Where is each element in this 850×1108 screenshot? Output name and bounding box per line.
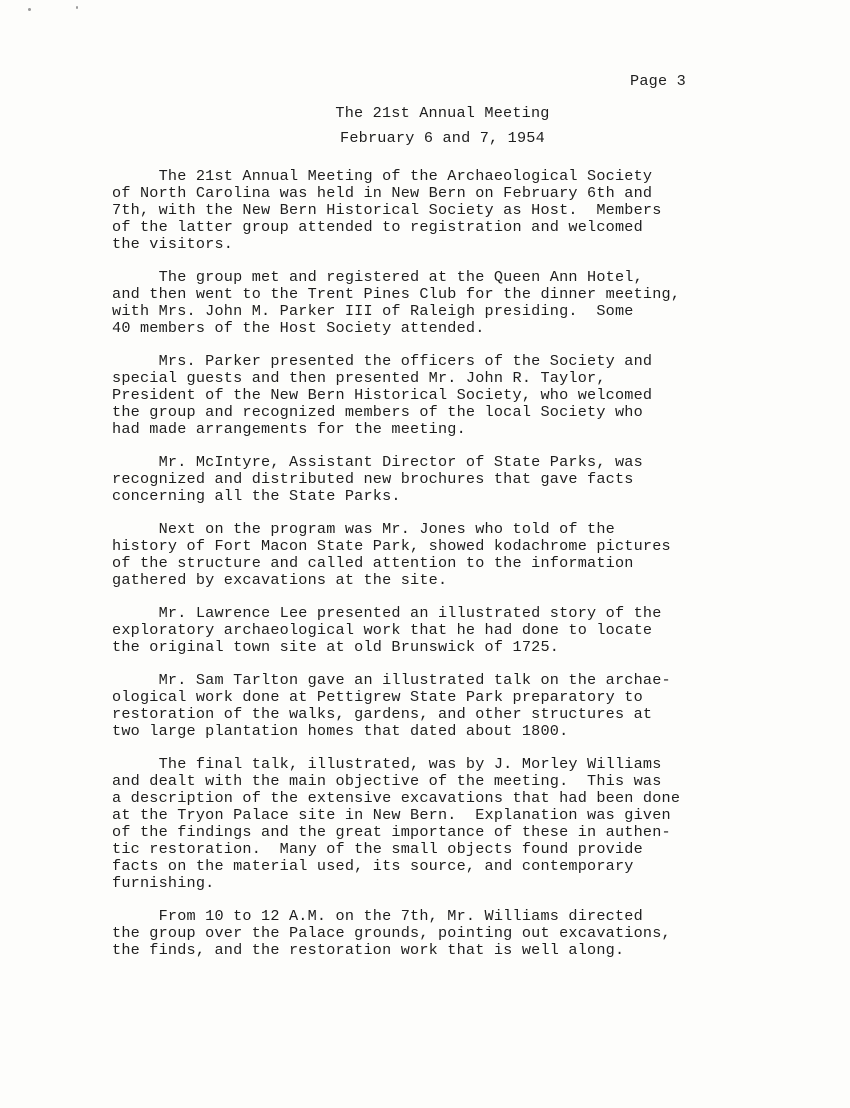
text-line: of North Carolina was held in New Bern on February 6th and [112,184,653,202]
text-line: two large plantation homes that dated about 1800. [112,722,569,740]
text-line: a description of the extensive excavations that had been done [112,789,681,807]
paragraph [112,521,832,589]
paragraph [112,605,832,656]
text-line: The group met and registered at the Queen Ann Hotel, [112,268,643,286]
text-line: with Mrs. John M. Parker III of Raleigh presiding. Some [112,302,634,320]
text-line: recognized and distributed new brochures that gave facts [112,470,634,488]
text-line: Mrs. Parker presented the officers of the Society and [112,352,653,370]
text-line: facts on the material used, its source, and contemporary [112,857,634,875]
text-line: at the Tryon Palace site in New Bern. Explanation was given [112,806,671,824]
document-date: February 6 and 7, 1954 [340,129,545,147]
text-line: had made arrangements for the meeting. [112,420,466,438]
text-line: the finds, and the restoration work that is well along. [112,941,625,959]
document-body [112,168,832,975]
paragraph [112,908,832,959]
text-line: Mr. McIntyre, Assistant Director of State Parks, was [112,453,643,471]
paragraph [112,672,832,740]
page-number: Page 3 [630,72,686,90]
text-line: the visitors. [112,235,234,253]
text-line: the original town site at old Brunswick of 1725. [112,638,560,656]
text-line: furnishing. [112,874,215,892]
text-line: Mr. Lawrence Lee presented an illustrated story of the [112,604,662,622]
text-line: The final talk, illustrated, was by J. Morley Williams [112,755,662,773]
text-line: and dealt with the main objective of the meeting. This was [112,772,662,790]
text-line: Next on the program was Mr. Jones who told of the [112,520,615,538]
paper-speck [76,6,78,9]
text-line: history of Fort Macon State Park, showed kodachrome pictures [112,537,671,555]
text-line: exploratory archaeological work that he had done to locate [112,621,653,639]
text-line: the group and recognized members of the local Society who [112,403,643,421]
text-line: of the structure and called attention to the information [112,554,634,572]
text-line: restoration of the walks, gardens, and other structures at [112,705,653,723]
paragraph [112,454,832,505]
text-line: 40 members of the Host Society attended. [112,319,485,337]
text-line: of the findings and the great importance of these in authen- [112,823,671,841]
text-line: ological work done at Pettigrew State Park preparatory to [112,688,643,706]
text-line: the group over the Palace grounds, pointing out excavations, [112,924,671,942]
paragraph [112,269,832,337]
text-line: From 10 to 12 A.M. on the 7th, Mr. Williams directed [112,907,643,925]
paragraph [112,353,832,438]
document-title: The 21st Annual Meeting [335,104,550,122]
paper-speck [28,8,31,11]
text-line: 7th, with the New Bern Historical Society as Host. Members [112,201,662,219]
paragraph [112,756,832,892]
text-line: Mr. Sam Tarlton gave an illustrated talk on the archae- [112,671,671,689]
text-line: gathered by excavations at the site. [112,571,448,589]
paragraph [112,168,832,253]
text-line: The 21st Annual Meeting of the Archaeological Society [112,167,653,185]
text-line: and then went to the Trent Pines Club for the dinner meeting, [112,285,681,303]
text-line: special guests and then presented Mr. John R. Taylor, [112,369,606,387]
text-line: President of the New Bern Historical Society, who welcomed [112,386,653,404]
text-line: concerning all the State Parks. [112,487,401,505]
text-line: tic restoration. Many of the small objects found provide [112,840,643,858]
text-line: of the latter group attended to registration and welcomed [112,218,643,236]
